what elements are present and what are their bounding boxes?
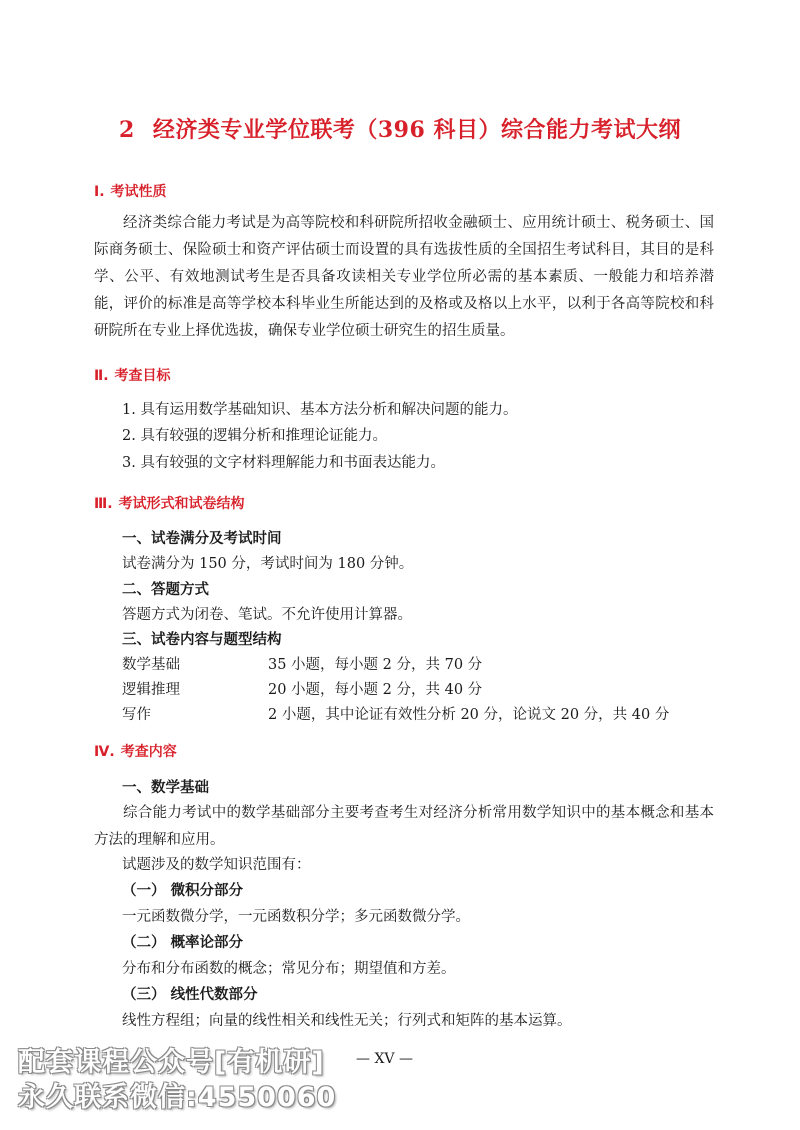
title-text: 经济类专业学位联考（396 科目）综合能力考试大纲 xyxy=(152,117,681,143)
nature-paragraph xyxy=(94,210,714,345)
part-name: 线性代数部分 xyxy=(170,987,258,1003)
subheading-structure: 三、试卷内容与题型结构 xyxy=(122,632,282,648)
structure-detail: 2 小题，其中论证有效性分析 20 分，论说文 20 分，共 40 分 xyxy=(268,707,670,723)
section-heading-content xyxy=(94,741,177,761)
answer-method-text: 答题方式为闭卷、笔试。不允许使用计算器。 xyxy=(122,607,412,623)
part-label: （二） xyxy=(122,935,166,951)
watermark-line-2: 永久联系微信:4550060 xyxy=(18,1082,337,1113)
math-scope-text: 试题涉及的数学知识范围有： xyxy=(122,857,311,873)
structure-subject: 逻辑推理 xyxy=(122,682,180,698)
part-heading-linear-algebra xyxy=(122,983,258,1004)
section-numeral: Ⅲ. xyxy=(94,496,113,512)
section-title: 考查目标 xyxy=(114,368,171,384)
paragraph-text: 综合能力考试中的数学基础部分主要考查考生对经济分析常用数学知识中的基本概念和基本方法的理解和应用。 xyxy=(94,805,714,848)
section-title: 考查内容 xyxy=(120,744,177,760)
section-title: 考试形式和试卷结构 xyxy=(118,496,245,512)
section-numeral: Ⅱ. xyxy=(94,368,109,384)
section-numeral: Ⅰ. xyxy=(94,184,105,200)
subheading-math: 一、数学基础 xyxy=(122,780,209,796)
part-label: （三） xyxy=(122,987,166,1003)
part-heading-calculus xyxy=(122,879,243,900)
section-title: 考试性质 xyxy=(110,184,167,200)
subheading-answer-method: 二、答题方式 xyxy=(122,582,209,598)
section-heading-format xyxy=(94,493,245,513)
part-heading-probability xyxy=(122,931,243,952)
objective-item: 2. 具有较强的逻辑分析和推理论证能力。 xyxy=(122,428,387,444)
section-heading-nature xyxy=(94,181,167,201)
page-number: — XV — xyxy=(356,1051,413,1067)
title-number: 2 xyxy=(119,117,135,143)
part-text-calculus: 一元函数微分学，一元函数积分学；多元函数微分学。 xyxy=(122,909,470,925)
part-label: （一） xyxy=(122,883,166,899)
score-time-text: 试卷满分为 150 分，考试时间为 180 分钟。 xyxy=(122,556,414,572)
objective-item: 3. 具有较强的文字材料理解能力和书面表达能力。 xyxy=(122,455,445,471)
section-numeral: Ⅳ. xyxy=(94,744,115,760)
part-text-linear-algebra: 线性方程组；向量的线性相关和线性无关；行列式和矩阵的基本运算。 xyxy=(122,1013,572,1029)
paragraph-text: 经济类综合能力考试是为高等院校和科研院所招收金融硕士、应用统计硕士、税务硕士、国际商务硕士、保险硕士和资产评估硕士而设置的具有选拔性质的全国招生考试科目，其目的是科学、公平、有效地测试考生是否具备攻读相关专业学位所必需的基本素质、一般能力和培养潜能，评价的标准是高等学校本科毕业生所能达到的及格或及格以上水平，以利于各高等院校和科研院所在专业上择优选拔，确保专业学位硕士研究生的招生质量。 xyxy=(94,215,714,339)
subheading-score-time: 一、试卷满分及考试时间 xyxy=(122,531,282,547)
structure-subject: 数学基础 xyxy=(122,657,180,673)
structure-detail: 20 小题，每小题 2 分，共 40 分 xyxy=(268,682,483,698)
objective-item: 1. 具有运用数学基础知识、基本方法分析和解决问题的能力。 xyxy=(122,402,518,418)
part-name: 微积分部分 xyxy=(170,883,244,899)
page-title xyxy=(0,113,800,144)
structure-subject: 写作 xyxy=(122,707,151,723)
part-text-probability: 分布和分布函数的概念；常见分布；期望值和方差。 xyxy=(122,961,456,977)
watermark-line-1: 配套课程公众号[有机研] xyxy=(18,1047,325,1078)
part-name: 概率论部分 xyxy=(170,935,244,951)
structure-detail: 35 小题，每小题 2 分，共 70 分 xyxy=(268,657,483,673)
math-intro-paragraph xyxy=(94,800,714,854)
section-heading-objectives xyxy=(94,365,171,385)
